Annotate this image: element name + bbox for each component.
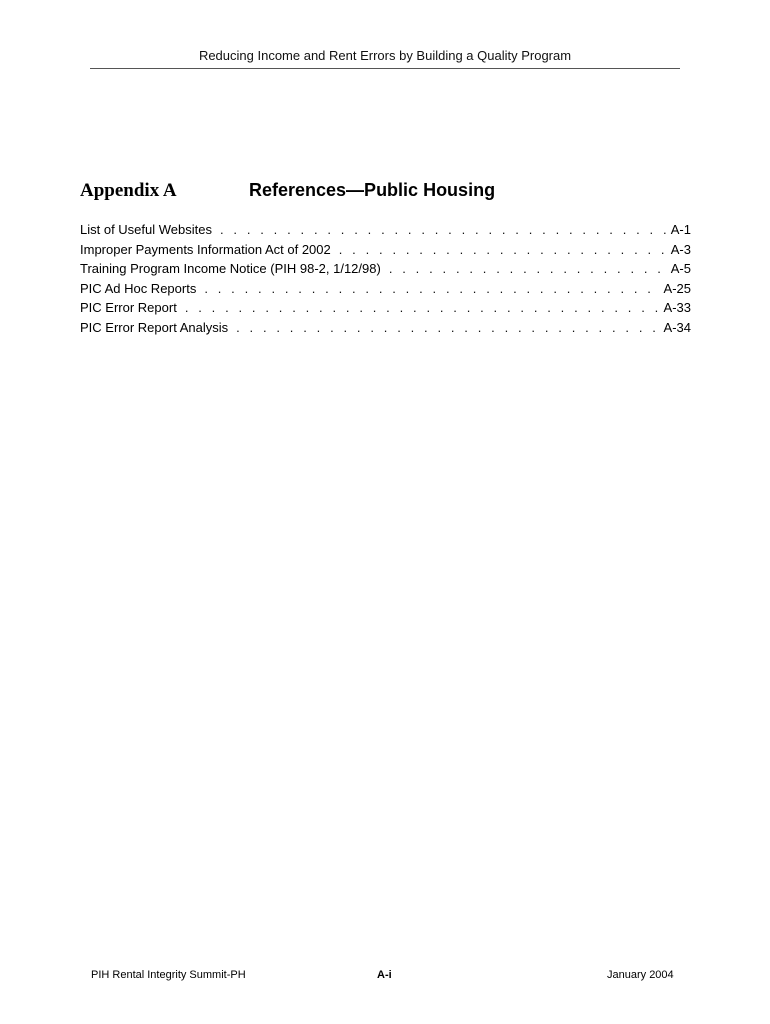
- toc-row: [80, 261, 691, 281]
- toc-entry: PIC Error Report: [80, 300, 177, 315]
- appendix-label: Appendix A: [80, 180, 177, 201]
- running-header: Reducing Income and Rent Errors by Building a Quality Program: [198, 48, 572, 63]
- toc-page-number: A-33: [663, 300, 691, 315]
- toc-row: [80, 300, 691, 320]
- dot-leader: [185, 300, 660, 315]
- dot-leader: [339, 242, 667, 257]
- toc-page-number: A-3: [670, 241, 691, 257]
- dot-leader: [220, 222, 667, 237]
- toc-row: [80, 320, 691, 340]
- dot-leader: [204, 281, 659, 296]
- dot-leader: [236, 320, 659, 335]
- toc-page-number: A-5: [670, 261, 691, 276]
- toc-entry: PIC Error Report Analysis: [80, 319, 229, 335]
- toc-page-number: A-1: [670, 222, 691, 237]
- appendix-title: References—Public Housing: [249, 180, 496, 200]
- dot-leader: [389, 261, 667, 276]
- toc-row: [80, 242, 691, 262]
- toc-page-number: A-34: [663, 319, 691, 335]
- footer-page-number: A-i: [377, 969, 392, 981]
- toc-page-number: A-25: [663, 280, 691, 296]
- header-rule: [90, 68, 680, 69]
- footer-date: January 2004: [607, 969, 674, 981]
- footer-left: PIH Rental Integrity Summit-PH: [91, 969, 246, 981]
- toc-row: [80, 222, 691, 242]
- table-of-contents: [80, 222, 691, 339]
- toc-entry: List of Useful Websites: [80, 222, 212, 237]
- toc-entry: PIC Ad Hoc Reports: [80, 280, 197, 296]
- toc-row: [80, 281, 691, 301]
- toc-entry: Training Program Income Notice (PIH 98-2, 1/12/98): [80, 261, 381, 276]
- toc-entry: Improper Payments Information Act of 2002: [80, 241, 331, 257]
